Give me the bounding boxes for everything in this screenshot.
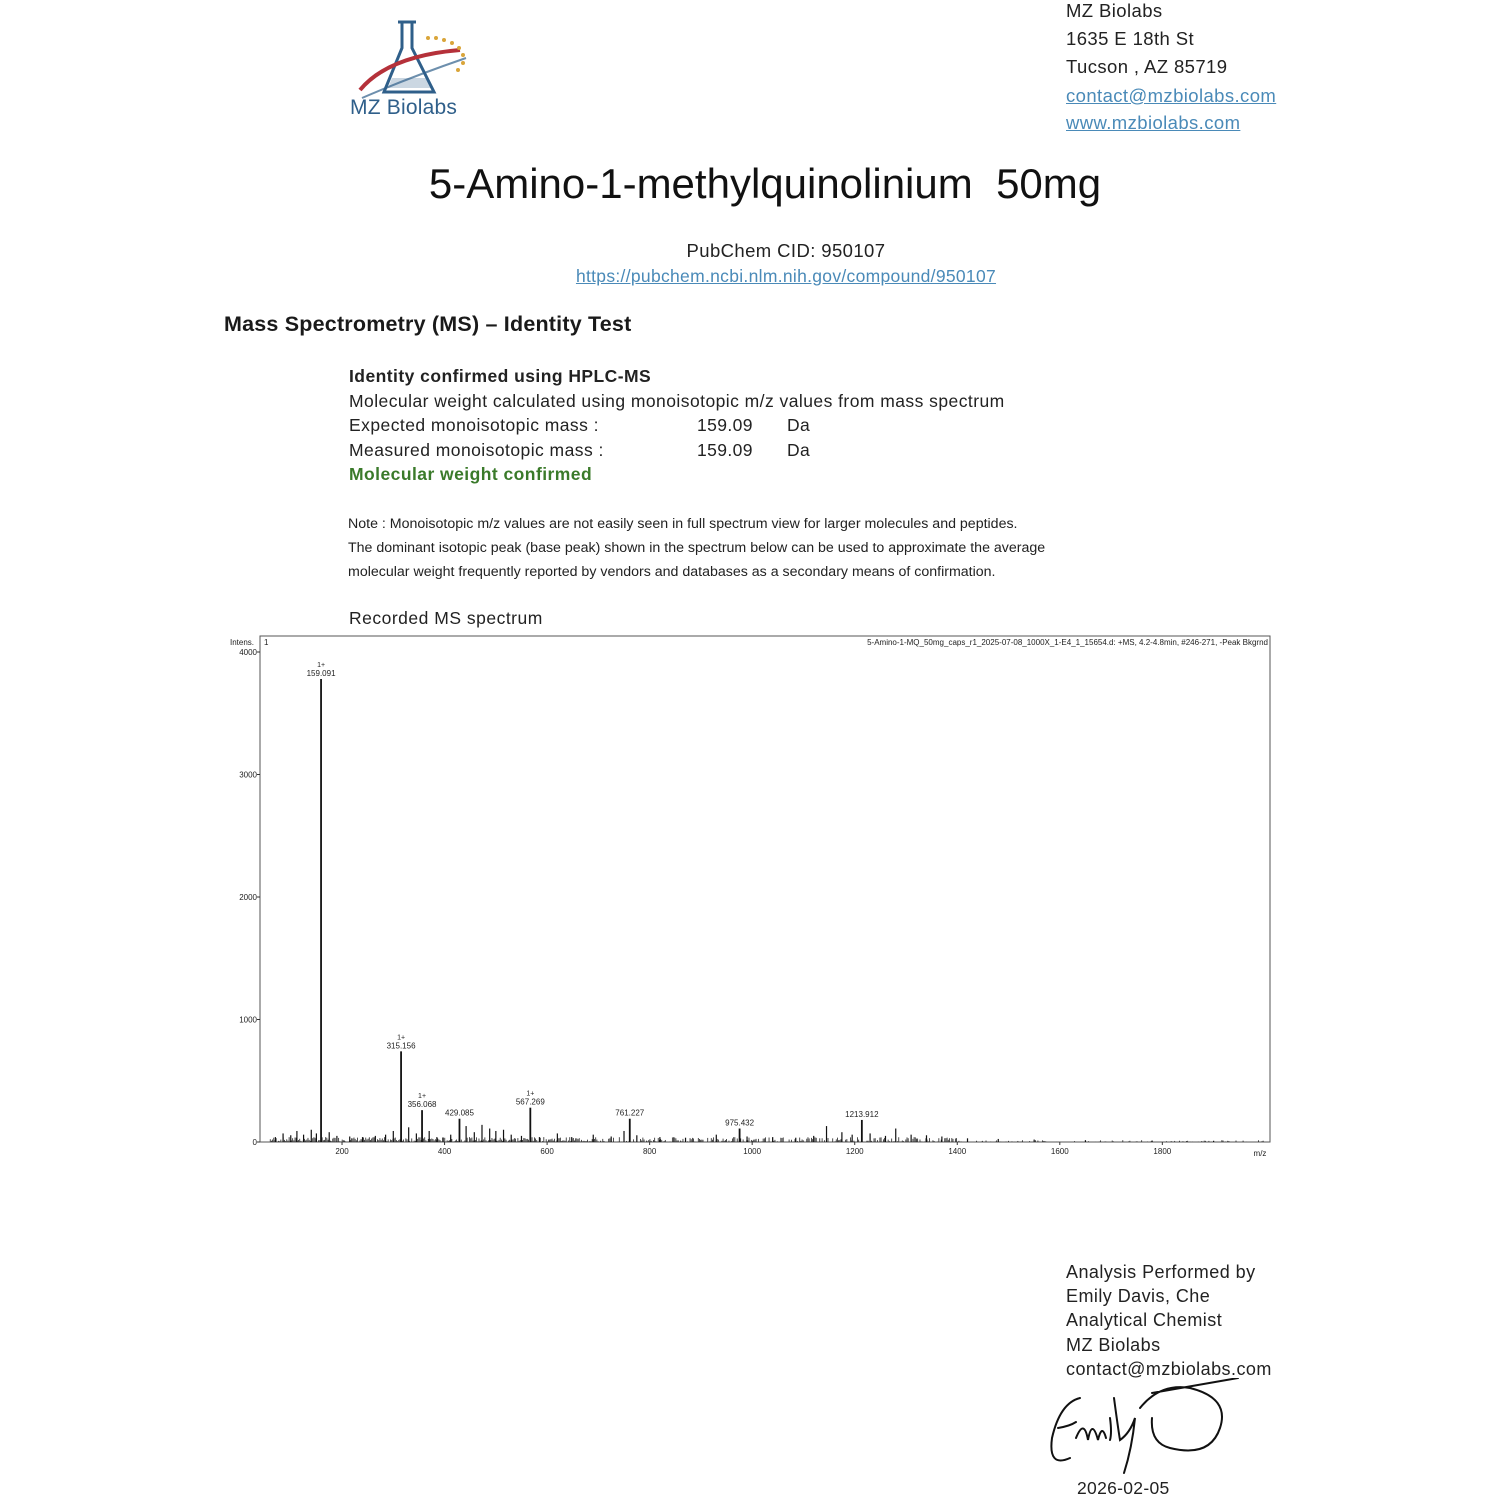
website-link[interactable]: www.mzbiolabs.com: [1066, 112, 1241, 133]
measured-value: 159.09: [697, 440, 753, 460]
y-tick-label: 0: [252, 1138, 257, 1147]
analyst-name: Emily Davis, Che: [1066, 1286, 1211, 1306]
city-address: Tucson , AZ 85719: [1066, 56, 1228, 77]
x-axis-label: m/z: [1253, 1149, 1267, 1158]
chart-header-text: 5-Amino-1-MQ_50mg_caps_r1_2025-07-08_1000X_1-E4_1_15654.d: +MS, 4.2-4.8min, #246-271, -Peak Bkgrnd: [867, 638, 1268, 647]
document-title: 5-Amino-1-methylquinolinium 50mg: [428, 160, 1102, 207]
flask-icon: [384, 22, 434, 92]
handwritten-signature: [1040, 1378, 1250, 1478]
x-tick-label: 400: [437, 1147, 452, 1156]
analyst-email: contact@mzbiolabs.com: [1066, 1359, 1272, 1379]
note-line-2: The dominant isotopic peak (base peak) shown in the spectrum below can be used to approximate the average: [348, 540, 1046, 556]
x-tick-label: 800: [642, 1147, 657, 1156]
expected-label: Expected monoisotopic mass :: [349, 415, 599, 435]
peak-label: 429.085: [445, 1108, 474, 1118]
x-tick-label: 600: [540, 1147, 554, 1156]
section-title: Mass Spectrometry (MS) – Identity Test: [224, 312, 632, 336]
analyst-company: MZ Biolabs: [1066, 1335, 1161, 1355]
peak-charge-label: 1+: [397, 1034, 406, 1042]
identity-heading: Identity confirmed using HPLC-MS: [349, 366, 652, 386]
ms-spectrum-chart: [228, 630, 1278, 1160]
peak-charge-label: 1+: [526, 1090, 535, 1098]
expected-value: 159.09: [697, 415, 753, 435]
peak-label: 761.227: [615, 1108, 645, 1118]
peak-charge-label: 1+: [317, 661, 326, 669]
x-tick-label: 1600: [1050, 1147, 1069, 1156]
x-tick-label: 1000: [743, 1147, 762, 1156]
peak-label: 975.432: [725, 1118, 755, 1128]
street-address: 1635 E 18th St: [1066, 28, 1194, 49]
note-line-1: Note : Monoisotopic m/z values are not easily seen in full spectrum view for larger molecules and peptides.: [348, 516, 1018, 532]
y-axis-label-suffix: 1: [264, 638, 269, 647]
method-text: Molecular weight calculated using monoisotopic m/z values from mass spectrum: [349, 391, 1005, 411]
peak-label: 1213.912: [845, 1109, 879, 1119]
peak-label: 315.156: [386, 1041, 416, 1051]
signature-date: 2026-02-05: [1077, 1478, 1170, 1498]
x-tick-label: 200: [335, 1147, 349, 1156]
email-link[interactable]: contact@mzbiolabs.com: [1066, 85, 1277, 106]
logo-text: MZ Biolabs: [350, 96, 458, 119]
confirmation-result: Molecular weight confirmed: [349, 464, 593, 484]
peak-label: 567.269: [515, 1097, 545, 1107]
y-tick-label: 4000: [239, 648, 257, 657]
y-tick-label: 2000: [239, 893, 257, 902]
peak-charge-label: 1+: [418, 1093, 427, 1101]
peak-label: 159.091: [306, 668, 336, 678]
peak-label: 356.068: [407, 1100, 437, 1110]
pubchem-cid: PubChem CID: 950107: [686, 240, 886, 261]
note-line-3: molecular weight frequently reported by vendors and databases as a secondary means of confirmation.: [348, 564, 996, 580]
x-tick-label: 1400: [948, 1147, 967, 1156]
expected-unit: Da: [787, 415, 811, 435]
pubchem-link[interactable]: https://pubchem.ncbi.nlm.nih.gov/compound/950107: [575, 266, 997, 286]
y-axis-label: Intens.: [230, 638, 255, 647]
measured-unit: Da: [787, 440, 811, 460]
y-tick-label: 1000: [239, 1015, 257, 1025]
plot-frame: [260, 636, 1270, 1142]
y-tick-label: 3000: [239, 770, 257, 780]
spectrum-label: Recorded MS spectrum: [349, 608, 543, 628]
measured-label: Measured monoisotopic mass :: [349, 440, 604, 460]
signoff-line-1: Analysis Performed by: [1066, 1262, 1256, 1282]
company-name: MZ Biolabs: [1066, 0, 1163, 21]
analyst-title: Analytical Chemist: [1066, 1310, 1223, 1330]
x-tick-label: 1200: [845, 1147, 864, 1156]
x-tick-label: 1800: [1153, 1147, 1172, 1156]
